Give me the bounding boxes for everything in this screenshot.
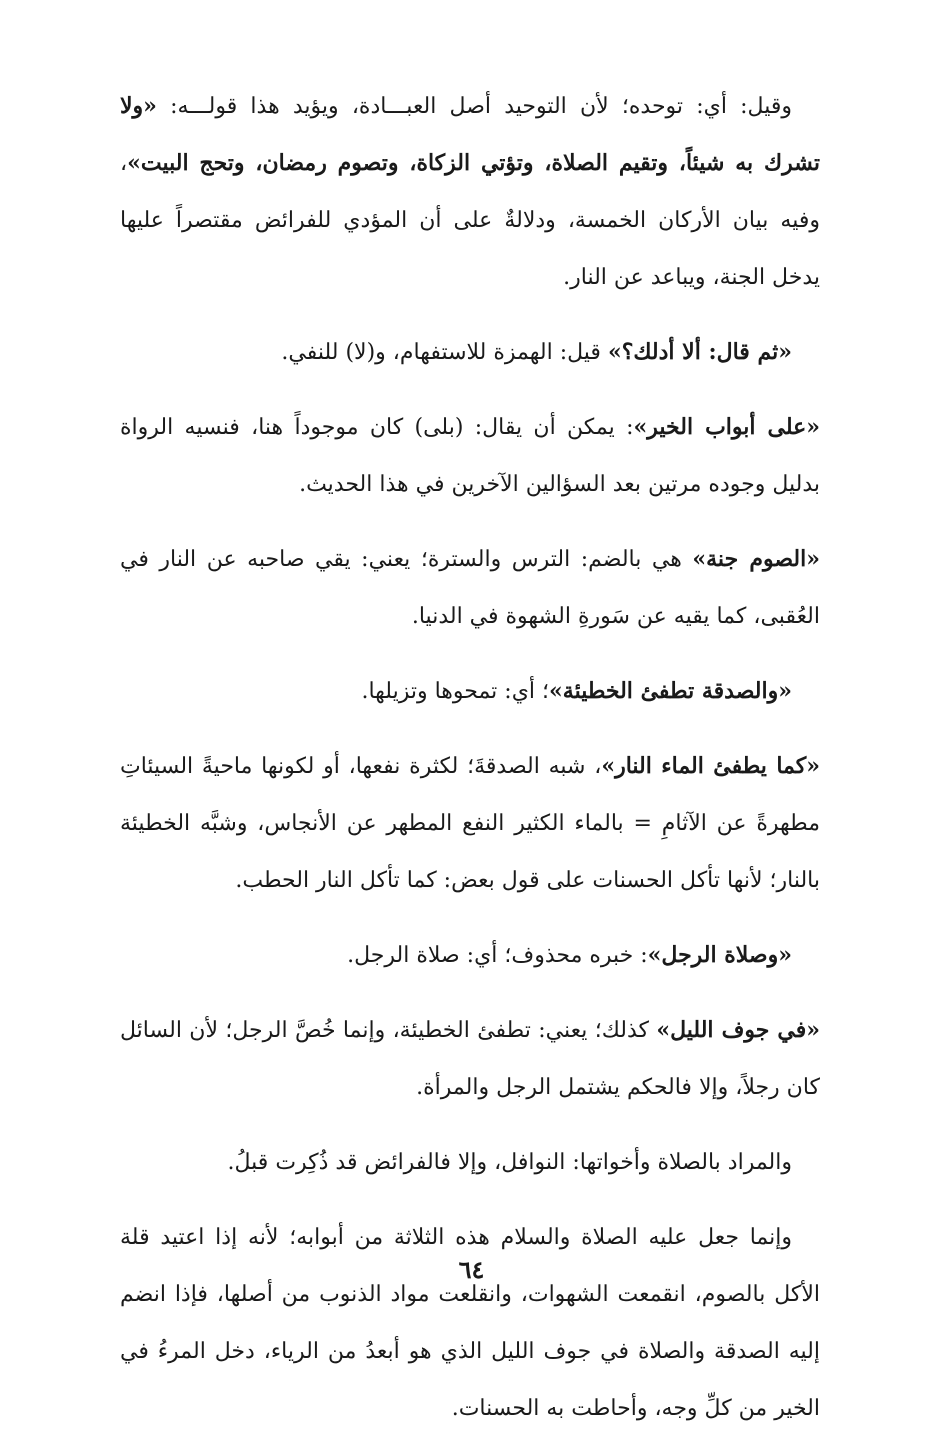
- paragraph-4-text: هي بالضم: الترس والسترة؛ يعني: يقي صاحبه عن النار في العُقبى، كما يقيه عن سَورةِ الشهوة في الدنيا.: [120, 547, 820, 629]
- paragraph-1-text-2: ، وفيه بيان الأركان الخمسة، ودلالةٌ على أن المؤدي للفرائض مقتصراً عليها يدخل الجنة، ويباعد عن النار.: [120, 151, 820, 290]
- paragraph-7-text: : خبره محذوف؛ أي: صلاة الرجل.: [347, 943, 648, 968]
- hadith-quote-6: «كما يطفئ الماء النار»: [601, 753, 820, 779]
- paragraph-10-text: وإنما جعل عليه الصلاة والسلام هذه الثلاثة من أبوابه؛ لأنه إذا اعتيد قلة الأكل بالصوم، انقمعت الشهوات، وانقلعت مواد الذنوب من أصلها، فإذا انضم إليه الصدقة والصلاة في جوف الليل الذي هو أبعدُ من الرياء، دخل المرءُ في الخير من كلِّ وجه، وأحاطت به الحسنات.: [120, 1225, 820, 1421]
- paragraph-3: [120, 399, 820, 513]
- paragraph-3-text: : يمكن أن يقال: (بلى) كان موجوداً هنا، فنسيه الرواة بدليل وجوده مرتين بعد السؤالين الآخرين في هذا الحديث.: [120, 415, 820, 497]
- paragraph-2: [120, 324, 820, 381]
- hadith-quote-4: «الصوم جنة»: [692, 546, 821, 572]
- page-number: ٦٤: [458, 1255, 485, 1284]
- hadith-quote-8: «في جوف الليل»: [656, 1017, 820, 1043]
- hadith-quote-2: «ثم قال: ألا أدلك؟»: [607, 339, 792, 365]
- paragraph-7: [120, 927, 820, 984]
- hadith-quote-3: «على أبواب الخير»: [633, 414, 820, 440]
- paragraph-2-text: قيل: الهمزة للاستفهام، و(لا) للنفي.: [281, 340, 608, 365]
- paragraph-8-text: كذلك؛ يعني: تطفئ الخطيئة، وإنما خُصَّ الرجل؛ لأن السائل كان رجلاً، وإلا فالحكم يشتمل الرجل والمرأة.: [120, 1018, 820, 1100]
- paragraph-9-text: والمراد بالصلاة وأخواتها: النوافل، وإلا فالفرائض قد ذُكِرت قبلُ.: [227, 1150, 792, 1175]
- paragraph-5: [120, 663, 820, 720]
- paragraph-9: [120, 1134, 820, 1191]
- paragraph-5-text: ؛ أي: تمحوها وتزيلها.: [361, 679, 550, 704]
- page-body: [120, 78, 820, 1455]
- hadith-quote-1: «ولا تشرك به شيئاً، وتقيم الصلاة، وتؤتي الزكاة، وتصوم رمضان، وتحج البيت»: [120, 93, 820, 176]
- hadith-quote-5: «والصدقة تطفئ الخطيئة»: [549, 678, 792, 704]
- paragraph-4: [120, 531, 820, 645]
- paragraph-1: [120, 78, 820, 306]
- paragraph-1-text-1: وقيل: أي: توحده؛ لأن التوحيد أصل العبـــادة، ويؤيد هذا قولـــه:: [156, 94, 792, 119]
- hadith-quote-7: «وصلاة الرجل»: [647, 942, 792, 968]
- paragraph-10: [120, 1209, 820, 1437]
- paragraph-8: [120, 1002, 820, 1116]
- paragraph-6-text: ، شبه الصدقةَ؛ لكثرة نفعها، أو لكونها ماحيةً السيئاتِ مطهرةً عن الآثامِ = بالماء الكثير النفع المطهر عن الأنجاس، وشبَّه الخطيئة بالنار؛ لأنها تأكل الحسنات على قول بعض: كما تأكل النار الحطب.: [120, 754, 820, 893]
- paragraph-6: [120, 738, 820, 909]
